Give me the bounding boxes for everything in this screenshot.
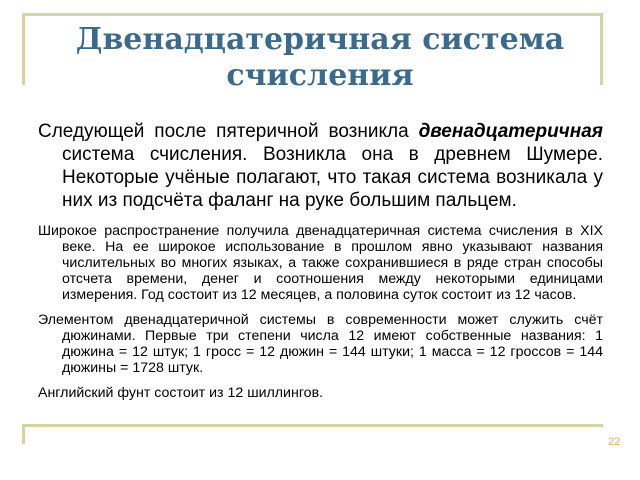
frame-line-left	[22, 13, 25, 85]
paragraph-intro-term: двенадцатеричная	[418, 121, 603, 142]
frame-line-right	[600, 13, 603, 85]
slide-body	[38, 120, 603, 410]
paragraph-history: Широкое распространение получила двенадцатеричная система счисления в XIX веке. На ее широкое использование в прошлом явно указывают названия числительных во многих языках, а также сохранившиеся в ряде стран способы отсчета времени, денег и соотношения между некоторыми единицами измерения. Год состоит из 12 месяцев, а половина суток состоит из 12 часов.	[38, 223, 603, 303]
frame-line-bottom	[22, 424, 603, 427]
paragraph-intro-before: Следующей после пятеричной возникла	[38, 121, 419, 142]
paragraph-pound: Английский фунт состоит из 12 шиллингов.	[38, 385, 324, 401]
page-number: 22	[608, 436, 621, 448]
paragraph-dozens: Элементом двенадцатеричной системы в современности может служить счёт дюжинами. Первые три степени числа 12 имеют собственные названия: 1 дюжина = 12 штук; 1 гросс = 12 дюжин = 144 штуки; 1 масса = 12 гроссов = 144 дюжины = 1728 штук.	[38, 312, 603, 376]
frame-line-left-bottom	[22, 424, 25, 444]
paragraph-intro	[38, 120, 603, 212]
paragraph-intro-after: система счисления. Возникла она в древнем Шумере. Некоторые учёные полагают, что такая система возникала у них из подсчёта фаланг на руке большим пальцем.	[62, 144, 603, 211]
slide-title: Двенадцатеричная система счисления	[75, 22, 565, 93]
frame-line-top	[22, 13, 603, 16]
